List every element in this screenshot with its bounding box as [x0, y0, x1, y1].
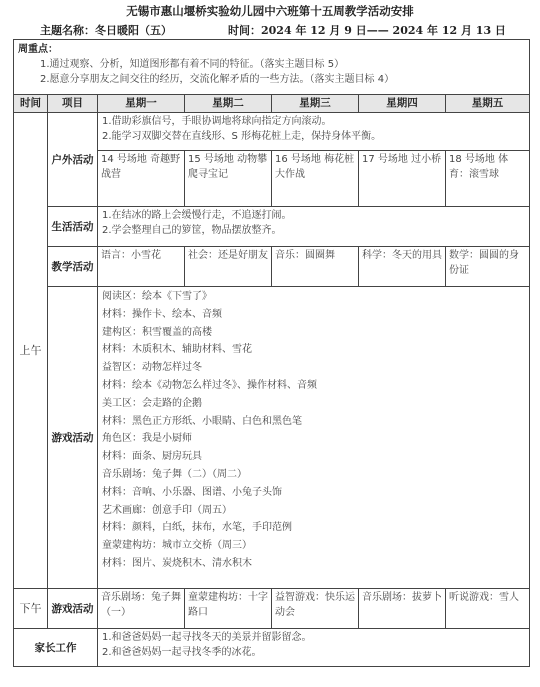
- teaching-label: 教学活动: [48, 247, 98, 287]
- game-row: [14, 287, 530, 589]
- schedule-table: [13, 39, 530, 667]
- header-time: 时间: [14, 95, 48, 113]
- header-item: 项目: [48, 95, 98, 113]
- game-line: 建构区：积雪覆盖的高楼: [102, 326, 212, 338]
- game-line: 材料：音响、小乐器、图谱、小兔子头饰: [102, 486, 282, 498]
- outdoor-label: 户外活动: [48, 113, 98, 207]
- game-line: 音乐剧场：兔子舞（二）（周二）: [102, 468, 247, 480]
- header-thursday: 星期四: [359, 95, 446, 113]
- teaching-monday: 语言：小雪花: [98, 247, 185, 287]
- game-line: 童蒙建构坊：城市立交桥（周三）: [102, 540, 252, 552]
- outdoor-goal: 1.借助彩旗信号，手眼协调地将球向指定方向滚动。: [102, 116, 332, 127]
- outdoor-friday: 18 号场地 体育：滚雪球: [446, 151, 530, 207]
- focus-row: [14, 40, 530, 95]
- parent-label: 家长工作: [14, 629, 98, 667]
- morning-label: 上午: [14, 113, 48, 589]
- pm-game-friday: 听说游戏：雪人: [446, 589, 530, 629]
- teaching-wednesday: 音乐：圆圈舞: [272, 247, 359, 287]
- focus-item: 2.愿意分享朋友之间交往的经历，交流化解矛盾的一些方法。（落实主题目标 4）: [40, 74, 395, 85]
- game-line: 艺术画廊：创意手印（周五）: [102, 504, 232, 516]
- header-friday: 星期五: [446, 95, 530, 113]
- game-line: 材料：绘本《动物怎么样过冬》、操作材料、音频: [102, 379, 317, 391]
- header-monday: 星期一: [98, 95, 185, 113]
- pm-game-label: 游戏活动: [48, 589, 98, 629]
- pm-game-monday: 音乐剧场：兔子舞（一）: [98, 589, 185, 629]
- date-range: 时间：2024 年 12 月 9 日—— 2024 年 12 月 13 日: [228, 24, 506, 37]
- life-goal: 2.学会整理自己的箩筐，物品摆放整齐。: [102, 225, 282, 236]
- teaching-friday: 数学：圆圆的身份证: [446, 247, 530, 287]
- pm-game-thursday: 音乐剧场：拔萝卜: [359, 589, 446, 629]
- parent-row: [14, 629, 530, 667]
- parent-line: 2.和爸爸妈妈一起寻找冬季的冰花。: [102, 647, 262, 658]
- game-label: 游戏活动: [48, 287, 98, 589]
- game-line: 材料：颜料，白纸，抹布，水笔，手印范例: [102, 522, 292, 534]
- focus-item: 1.通过观察、分析，知道图形都有着不同的特征。（落实主题目标 5）: [40, 59, 345, 70]
- game-line: 材料：操作卡、绘本、音频: [102, 308, 222, 320]
- afternoon-row: [14, 589, 530, 629]
- parent-work: [98, 629, 530, 667]
- page-title: 无锡市惠山堰桥实验幼儿园中六班第十五周教学活动安排: [126, 4, 414, 18]
- game-line: 益智区：动物怎样过冬: [102, 362, 202, 374]
- outdoor-monday: 14 号场地 奇趣野战营: [98, 151, 185, 207]
- focus-heading: 周重点：: [18, 44, 58, 55]
- game-line: 角色区：我是小厨师: [102, 433, 192, 445]
- teaching-thursday: 科学：冬天的用具: [359, 247, 446, 287]
- game-line: 材料：图片、炭烧积木、清水积木: [102, 557, 252, 569]
- afternoon-label: 下午: [14, 589, 48, 629]
- life-goals: [98, 207, 530, 247]
- life-row: [14, 207, 530, 247]
- outdoor-goals-row: [14, 113, 530, 151]
- teaching-row: [14, 247, 530, 287]
- teaching-tuesday: 社会：还是好朋友: [185, 247, 272, 287]
- header-wednesday: 星期三: [272, 95, 359, 113]
- game-areas: [98, 287, 530, 589]
- pm-game-wednesday: 益智游戏：快乐运动会: [272, 589, 359, 629]
- outdoor-goal: 2.能学习双脚交替在直线形、S 形梅花桩上走，保持身体平衡。: [102, 131, 382, 142]
- pm-game-tuesday: 童蒙建构坊：十字路口: [185, 589, 272, 629]
- game-line: 美工区：会走路的企鹅: [102, 397, 202, 409]
- life-goal: 1.在结冰的路上会缓慢行走，不追逐打闹。: [102, 210, 292, 221]
- game-line: 材料：黑色正方形纸、小眼睛、白色和黑色笔: [102, 415, 302, 427]
- theme-name: 主题名称：冬日暖阳（五）: [40, 24, 172, 37]
- weekly-focus: [14, 40, 530, 95]
- life-label: 生活活动: [48, 207, 98, 247]
- outdoor-tuesday: 15 号场地 动物攀爬寻宝记: [185, 151, 272, 207]
- parent-line: 1.和爸爸妈妈一起寻找冬天的美景并留影留念。: [102, 632, 312, 643]
- header-tuesday: 星期二: [185, 95, 272, 113]
- outdoor-goals: [98, 113, 530, 151]
- outdoor-wednesday: 16 号场地 梅花桩大作战: [272, 151, 359, 207]
- game-line: 阅读区：绘本《下雪了》: [102, 291, 212, 302]
- outdoor-thursday: 17 号场地 过小桥: [359, 151, 446, 207]
- game-line: 材料：木质积木、辅助材料、雪花: [102, 344, 252, 356]
- header-row: [14, 95, 530, 113]
- game-line: 材料：面条、厨房玩具: [102, 451, 202, 463]
